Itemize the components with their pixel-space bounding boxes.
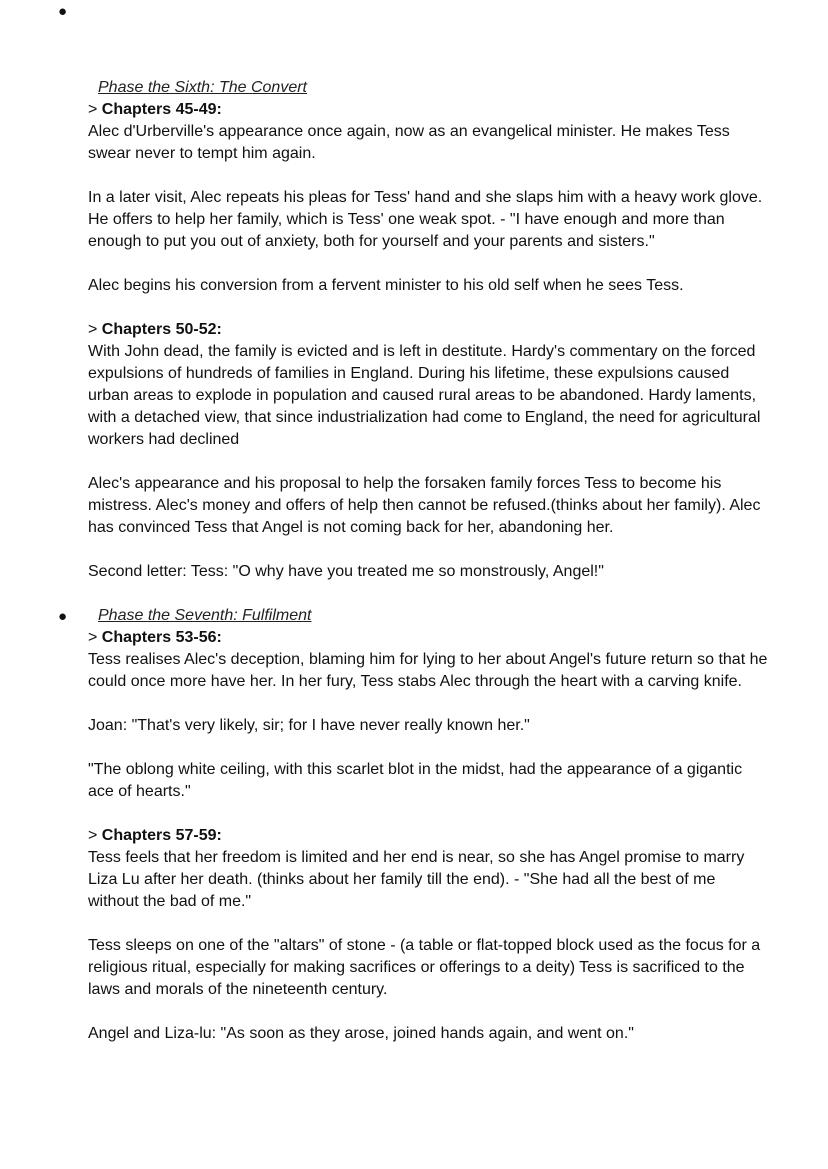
- paragraph: Second letter: Tess: "O why have you treated me so monstrously, Angel!": [88, 563, 604, 580]
- chapter-section: [88, 99, 768, 297]
- paragraph: "The oblong white ceiling, with this scarlet blot in the midst, had the appearance of a gigantic ace of hearts.": [88, 761, 743, 800]
- paragraph: With John dead, the family is evicted and is left in destitute. Hardy's commentary on the forced expulsions of hundreds of families in England. During his lifetime, these expulsions caused urban areas to explode in population and caused rural areas to be abandoned. Hardy laments, with a detached view, that since industrialization had come to England, the need for agricultural workers had declined: [88, 343, 761, 448]
- bullet-icon: ●: [58, 608, 68, 625]
- paragraph: Tess feels that her freedom is limited and her end is near, so she has Angel promise to marry Liza Lu after her death. (thinks about her family till the end). - "She had all the best of me without the bad of me.": [88, 849, 745, 910]
- paragraph: Alec begins his conversion from a fervent minister to his old self when he sees Tess.: [88, 277, 684, 294]
- paragraph: Joan: "That's very likely, sir; for I have never really known her.": [88, 717, 530, 734]
- chapter-heading: [88, 825, 768, 847]
- chapter-heading-text: Chapters 45-49:: [101, 101, 222, 118]
- chapter-heading-text: Chapters 53-56:: [101, 629, 222, 646]
- chapter-section: [88, 319, 768, 583]
- chapter-heading: [88, 99, 768, 121]
- heading-marker: >: [88, 629, 98, 646]
- chapter-section: [88, 627, 768, 803]
- chapter-heading: [88, 319, 768, 341]
- paragraph: Alec d'Urberville's appearance once again, now as an evangelical minister. He makes Tess swear never to tempt him again.: [88, 123, 730, 162]
- heading-marker: >: [88, 827, 98, 844]
- chapter-heading: [88, 627, 768, 649]
- bullet-icon: ●: [58, 3, 68, 20]
- paragraph: In a later visit, Alec repeats his pleas for Tess' hand and she slaps him with a heavy work glove. He offers to help her family, which is Tess' one weak spot. - "I have enough and more than enough to put you out of anxiety, both for yourself and your parents and sisters.": [88, 189, 763, 250]
- heading-marker: >: [88, 101, 98, 118]
- phase-title: Phase the Sixth: The Convert: [98, 79, 307, 96]
- chapter-heading-text: Chapters 50-52:: [101, 321, 222, 338]
- paragraph: Angel and Liza-lu: "As soon as they arose, joined hands again, and went on.": [88, 1025, 634, 1042]
- phase-sixth: [58, 0, 768, 583]
- paragraph: Tess sleeps on one of the "altars" of stone - (a table or flat-topped block used as the focus for a religious ritual, especially for making sacrifices or offerings to a deity) Tess is sacrificed to the laws and morals of the nineteenth century.: [88, 937, 761, 998]
- chapter-heading-text: Chapters 57-59:: [101, 827, 222, 844]
- phase-title: Phase the Seventh: Fulfilment: [98, 607, 312, 624]
- chapter-section: [88, 825, 768, 1045]
- paragraph: Alec's appearance and his proposal to help the forsaken family forces Tess to become his mistress. Alec's money and offers of help then cannot be refused.(thinks about her family). Alec has convinced Tess that Angel is not coming back for her, abandoning her.: [88, 475, 761, 536]
- heading-marker: >: [88, 321, 98, 338]
- phase-seventh: [58, 605, 768, 1045]
- paragraph: Tess realises Alec's deception, blaming him for lying to her about Angel's future return so that he could once more have her. In her fury, Tess stabs Alec through the heart with a carving knife.: [88, 651, 768, 690]
